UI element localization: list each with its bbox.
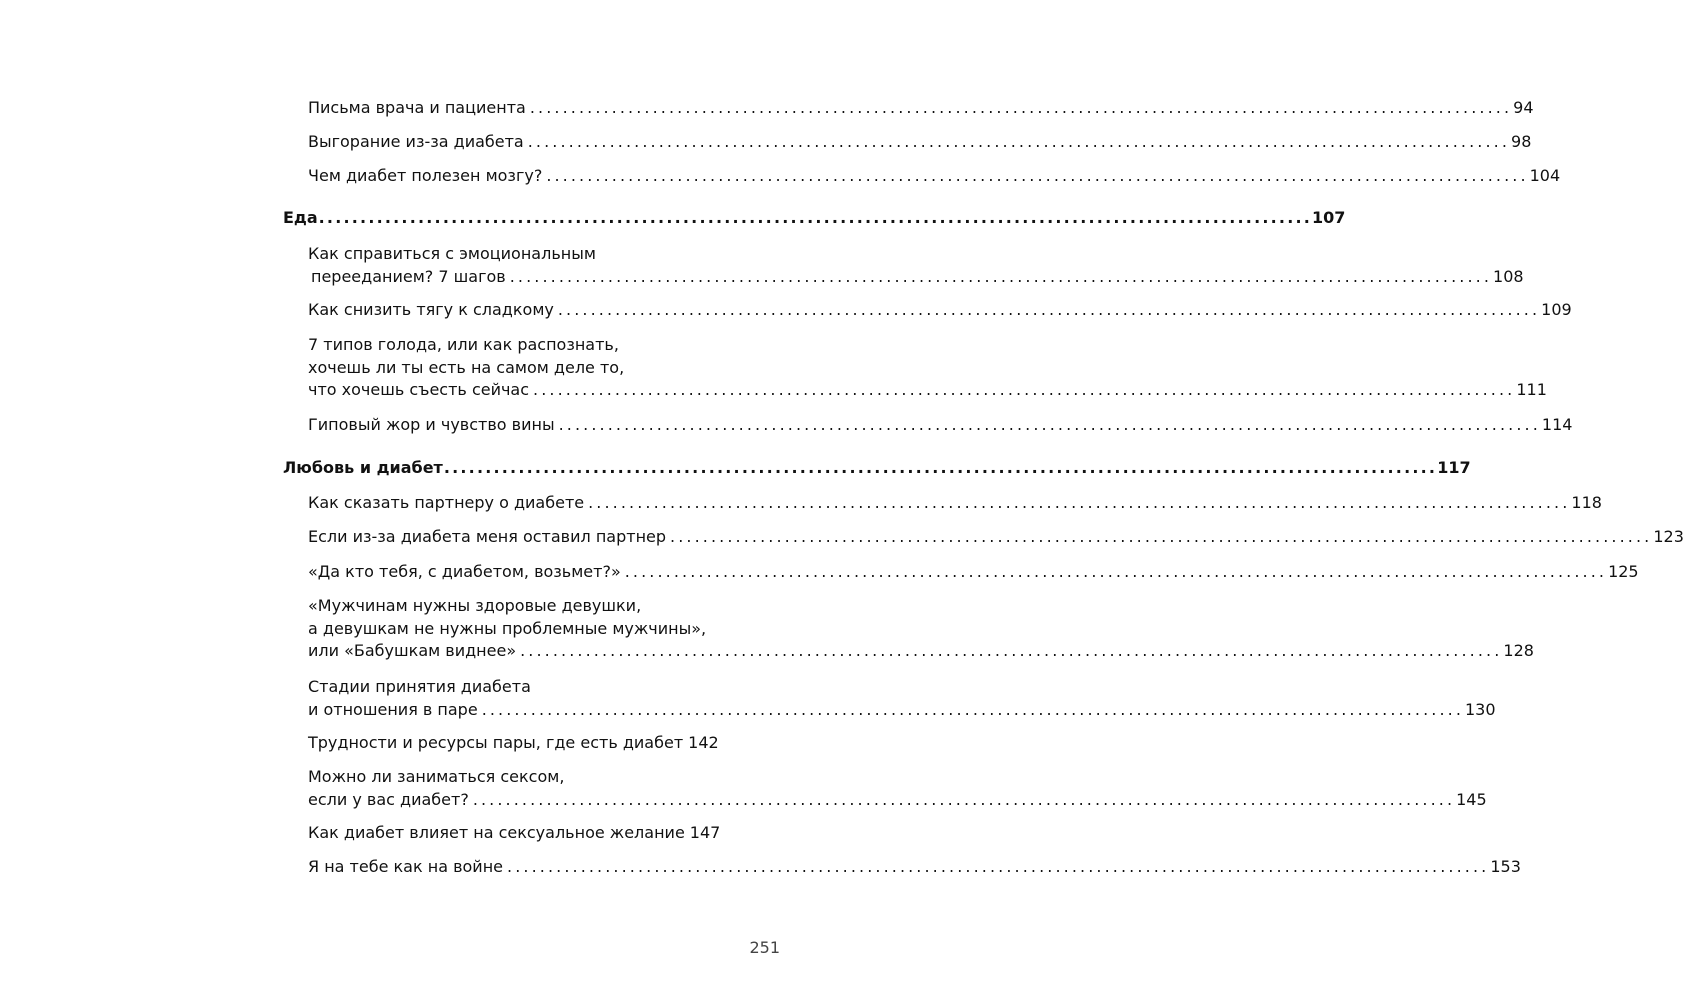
dot-leader: ........................................................................................................................ [670,527,1653,546]
toc-entry-title: Если из-за диабета меня оставил партнер [308,527,667,546]
toc-entry[interactable] [308,526,1684,549]
toc-entry-title: Можно ли заниматься сексом, [308,767,565,786]
toc-page-number: 114 [1541,415,1573,434]
dot-leader: ........................................................................................................................ [533,380,1516,399]
toc-page-number: 107 [1312,208,1346,227]
toc-section[interactable] [283,457,1471,480]
toc-entry-title: Как сказать партнеру о диабете [308,493,585,512]
toc-entry-title: Стадии принятия диабета [308,677,531,696]
toc-entry-title: Выгорание из-за диабета [308,132,524,151]
dot-leader: ........................................................................................................................ [443,458,1438,477]
toc-entry[interactable] [308,243,1524,288]
toc-section-title: Любовь и диабет [283,458,443,477]
toc-page-number: 117 [1437,458,1471,477]
toc-entry[interactable] [308,97,1534,120]
toc-entry[interactable] [308,131,1532,154]
toc-entry-title: или «Бабушкам виднее» [308,641,517,660]
dot-leader: ........................................................................................................................ [624,562,1608,581]
toc-entry-title: Письма врача и пациента [308,98,526,117]
toc-page-number: 94 [1513,98,1534,117]
dot-leader: ........................................................................................................................ [558,415,1541,434]
toc-entry[interactable] [308,334,1547,402]
toc-entry-title: Как диабет влияет на сексуальное желание [308,823,685,842]
toc-entry-title: 7 типов голода, или как распознать, [308,335,619,354]
toc-entry-title: и отношения в паре [308,699,478,719]
toc-page-number: 123 [1653,527,1684,546]
toc-entry-title: Чем диабет полезен мозгу? [308,166,543,185]
toc-entry-title: Как справиться с эмоциональным [308,244,596,263]
dot-leader: ........................................................................................................................ [520,641,1503,660]
toc-entry-title: если у вас диабет? [308,789,469,809]
toc-page-number: 142 [688,733,719,752]
dot-leader: ........................................................................................................................ [507,857,1490,876]
toc-page-number: 108 [1493,266,1524,286]
dot-leader: ........................................................................................................................ [481,699,1464,719]
toc-entry-title: Гиповый жор и чувство вины [308,415,555,434]
page-number: 251 [749,938,780,957]
toc-section-title: Еда [283,208,318,227]
toc-entry-title: а девушкам не нужны проблемные мужчины», [308,618,707,638]
toc-page-number: 125 [1608,562,1639,581]
toc-entry-title: Как снизить тягу к сладкому [308,300,554,319]
toc-page-number: 130 [1465,699,1496,719]
dot-leader: ........................................................................................................................ [509,266,1493,286]
toc-page-number: 147 [689,823,721,842]
toc-entry[interactable] [308,766,1487,811]
toc-entry[interactable] [308,561,1639,584]
toc-entry[interactable] [308,676,1496,721]
toc-entry[interactable] [308,822,721,845]
toc-page-number: 109 [1541,300,1572,319]
toc-entry[interactable] [308,165,1561,188]
dot-leader: ........................................................................................................................ [472,789,1456,809]
toc-page-number: 111 [1516,380,1547,399]
toc-page-number: 98 [1511,132,1532,151]
toc-entry[interactable] [308,299,1572,322]
dot-leader: ........................................................................................................................ [557,300,1541,319]
dot-leader: ........................................................................................................................ [588,493,1571,512]
toc-entry-title: «Мужчинам нужны здоровые девушки, [308,596,642,615]
toc-entry-title: хочешь ли ты есть на самом деле то, [308,357,625,377]
toc-entry-title: «Да кто тебя, с диабетом, возьмет?» [308,562,621,581]
toc-page-number: 104 [1529,166,1561,185]
toc-page-number: 153 [1490,857,1521,876]
dot-leader: ........................................................................................................................ [318,208,1313,227]
toc-entry-title: Трудности и ресурсы пары, где есть диабет [308,733,684,752]
dot-leader: ........................................................................................................................ [527,132,1511,151]
toc-page-number: 128 [1503,641,1534,660]
toc-entry-title: перееданием? 7 шагов [311,266,506,286]
dot-leader: ........................................................................................................................ [529,98,1513,117]
toc-entry[interactable] [308,595,1534,663]
toc-section[interactable] [283,207,1346,230]
toc-page-number: 145 [1456,789,1487,809]
toc-entry[interactable] [308,732,719,755]
toc-entry[interactable] [308,856,1521,879]
toc-entry[interactable] [308,414,1573,437]
toc-entry-title: Я на тебе как на войне [308,857,504,876]
toc-page-number: 118 [1571,493,1602,512]
dot-leader: ........................................................................................................................ [546,166,1529,185]
toc-entry-title: что хочешь съесть сейчас [308,380,530,399]
toc-entry[interactable] [308,492,1602,515]
